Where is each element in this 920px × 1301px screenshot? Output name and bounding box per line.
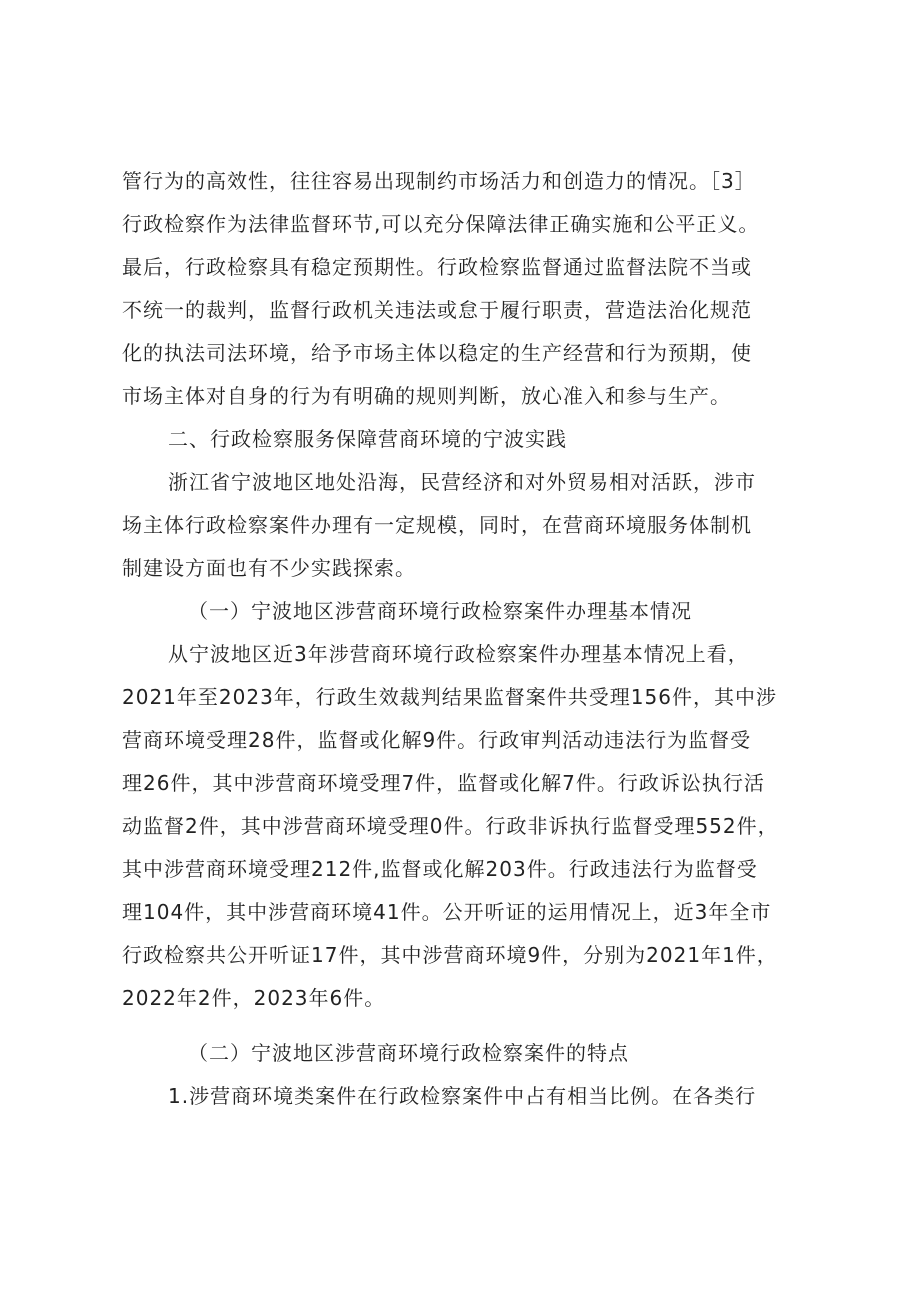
paragraph-line: 管行为的高效性，往往容易出现制约市场活力和创造力的情况。［3］ [122, 169, 756, 193]
paragraph-line: 2021年至2023年，行政生效裁判结果监督案件共受理156件，其中涉 [122, 685, 777, 709]
paragraph-line: 从宁波地区近3年涉营商环境行政检察案件办理基本情况上看， [168, 642, 749, 666]
paragraph-line: 制建设方面也有不少实践探索。 [122, 556, 416, 580]
paragraph-line: 动监督2件，其中涉营商环境受理0件。行政非诉执行监督受理552件， [122, 814, 779, 838]
paragraph-line: 浙江省宁波地区地处沿海，民营经济和对外贸易相对活跃，涉市 [168, 470, 756, 494]
paragraph-line: 场主体行政检察案件办理有一定规模，同时，在营商环境服务体制机 [122, 513, 752, 537]
spacer [122, 1020, 812, 1032]
paragraph-line: 化的执法司法环境，给予市场主体以稳定的生产经营和行为预期，使 [122, 341, 752, 365]
paragraph-line: 行政检察共公开听证17件，其中涉营商环境9件，分别为2021年1件， [122, 943, 778, 967]
subsection-heading: （二）宁波地区涉营商环境行政检察案件的特点 [188, 1041, 629, 1065]
paragraph-line: 营商环境受理28件，监督或化解9件。行政审判活动违法行为监督受 [122, 728, 752, 752]
subsection-heading: （一）宁波地区涉营商环境行政检察案件办理基本情况 [188, 599, 692, 623]
document-body [122, 160, 812, 1118]
paragraph-line: 行政检察作为法律监督环节,可以充分保障法律正确实施和公平正义。 [122, 212, 760, 236]
paragraph-line: 理104件，其中涉营商环境41件。公开听证的运用情况上，近3年全市 [122, 900, 772, 924]
paragraph-line: 2022年2件，2023年6件。 [122, 986, 386, 1010]
paragraph-line: 理26件，其中涉营商环境受理7件，监督或化解7件。行政诉讼执行活 [122, 771, 765, 795]
paragraph-line: 不统一的裁判，监督行政机关违法或怠于履行职责，营造法治化规范 [122, 298, 752, 322]
paragraph-line: 1.涉营商环境类案件在行政检察案件中占有相当比例。在各类行 [168, 1084, 757, 1108]
paragraph-line: 其中涉营商环境受理212件,监督或化解203件。行政违法行为监督受 [122, 857, 758, 881]
section-heading: 二、行政检察服务保障营商环境的宁波实践 [168, 427, 567, 451]
paragraph-line: 市场主体对自身的行为有明确的规则判断，放心准入和参与生产。 [122, 384, 731, 408]
paragraph-line: 最后，行政检察具有稳定预期性。行政检察监督通过监督法院不当或 [122, 255, 752, 279]
